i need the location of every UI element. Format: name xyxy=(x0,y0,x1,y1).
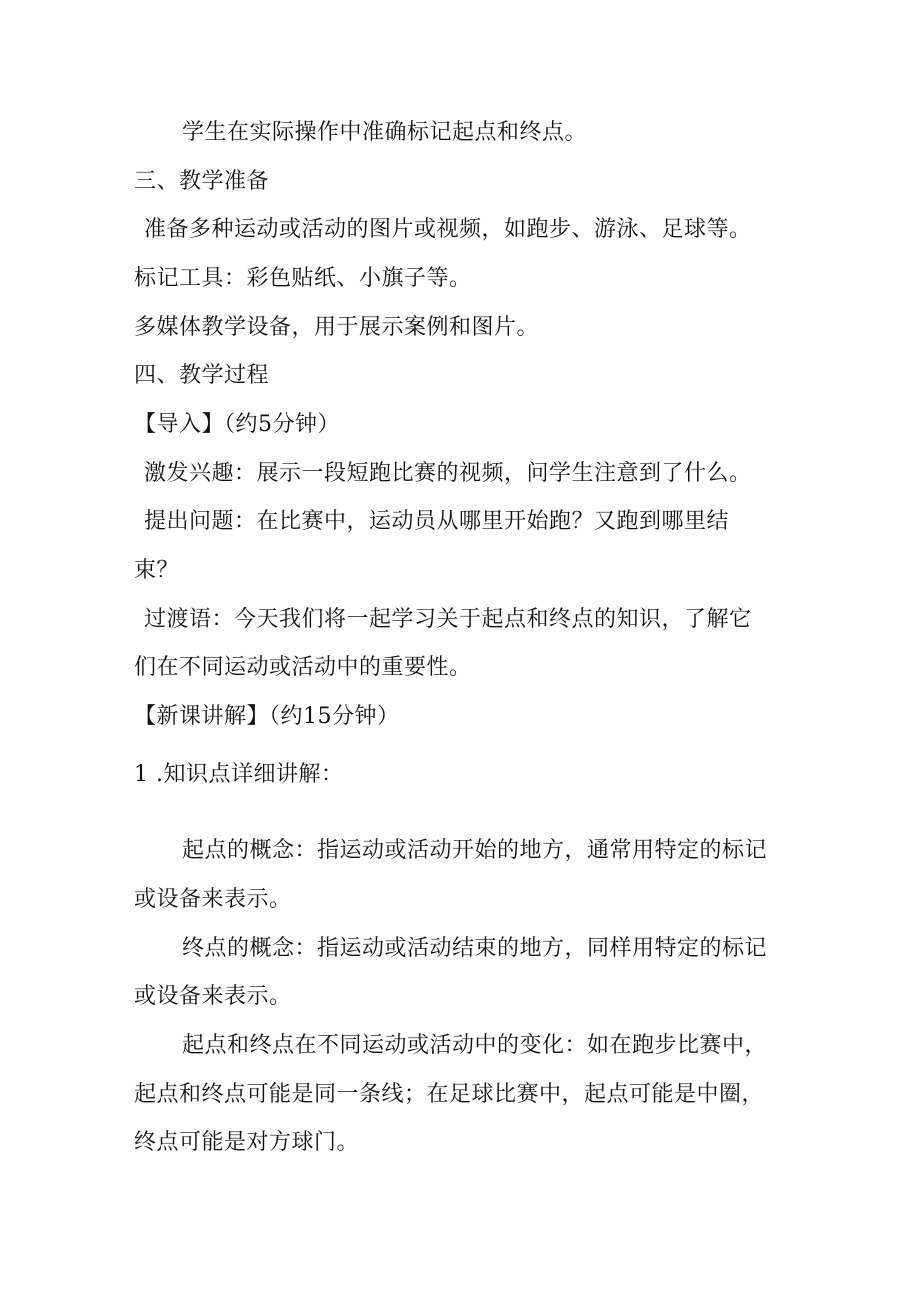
text-line: 终点可能是对方球门。 xyxy=(134,1130,360,1155)
text-line: 多媒体教学设备，用于展示案例和图片。 xyxy=(134,315,540,340)
list-item-heading: 1 .知识点详细讲解： xyxy=(134,762,344,787)
text-line: 标记工具：彩色贴纸、小旗子等。 xyxy=(134,266,472,291)
text-line: 过渡语：今天我们将一起学习关于起点和终点的知识，了解它 xyxy=(144,607,752,632)
text-line: 起点和终点在不同运动或活动中的变化：如在跑步比赛中， xyxy=(182,1033,768,1058)
text-line: 束？ xyxy=(134,558,180,583)
text-line: 学生在实际操作中准确标记起点和终点。 xyxy=(182,120,588,145)
text-line: 起点和终点可能是同一条线；在足球比赛中，起点可能是中圈， xyxy=(134,1082,765,1107)
text-line: 准备多种运动或活动的图片或视频，如跑步、游泳、足球等。 xyxy=(144,217,752,242)
section-heading: 四、教学过程 xyxy=(134,363,270,388)
text-line: 激发兴趣：展示一段短跑比赛的视频，问学生注意到了什么。 xyxy=(144,461,752,486)
text-line: 或设备来表示。 xyxy=(134,887,292,912)
text-line: 起点的概念：指运动或活动开始的地方，通常用特定的标记 xyxy=(182,838,768,863)
section-heading: 三、教学准备 xyxy=(134,169,270,194)
text-line: 或设备来表示。 xyxy=(134,984,292,1009)
text-line: 们在不同运动或活动中的重要性。 xyxy=(134,655,472,680)
subsection-heading: 【导入】（约5分钟） xyxy=(134,412,340,437)
text-line: 提出问题：在比赛中，运动员从哪里开始跑？又跑到哪里结 xyxy=(144,509,730,534)
subsection-heading: 【新课讲解】（约15分钟） xyxy=(134,704,400,729)
text-line: 终点的概念：指运动或活动结束的地方，同样用特定的标记 xyxy=(182,936,768,961)
